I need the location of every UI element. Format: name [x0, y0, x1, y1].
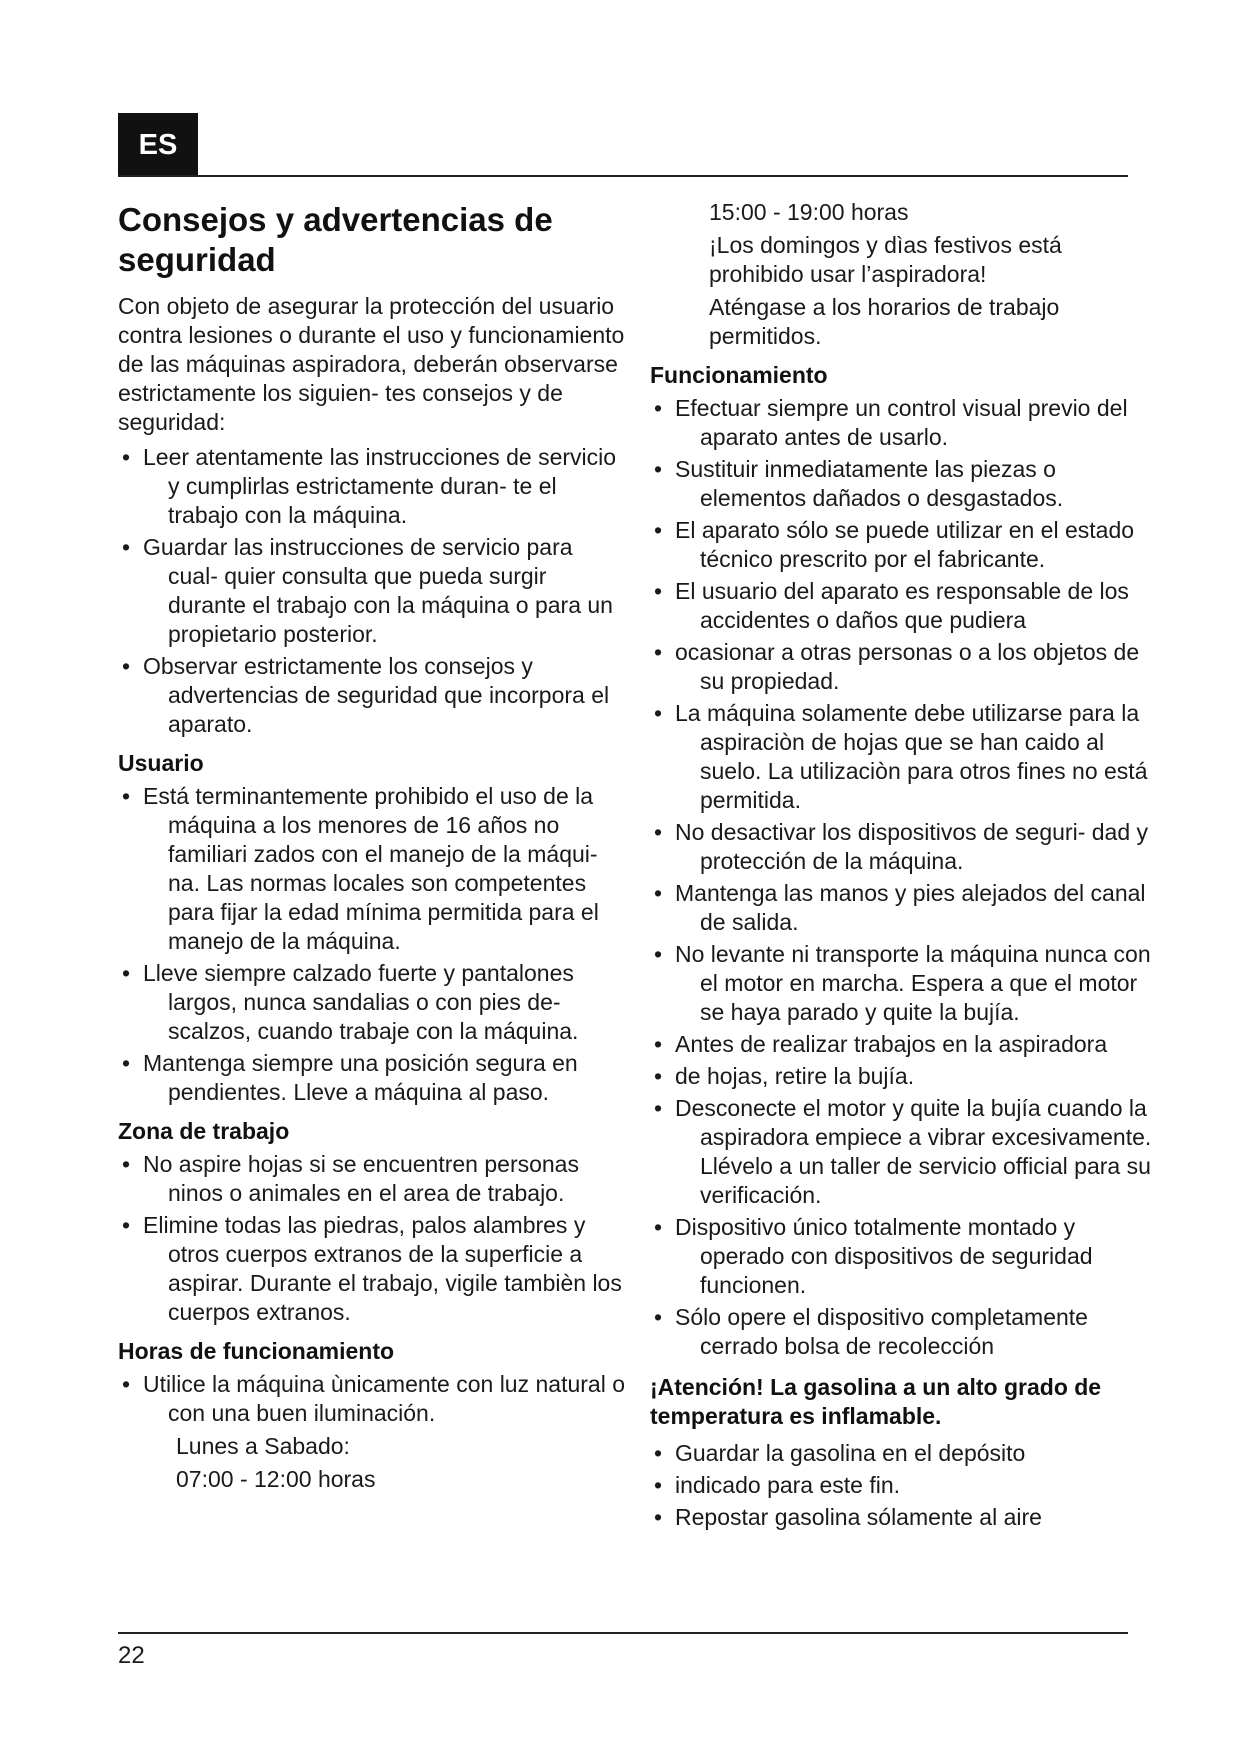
list-item: • El aparato sólo se puede utilizar en el estado técnico prescrito por el fabricante. [650, 516, 1155, 574]
list-item: • Lleve siempre calzado fuerte y pantalones largos, nunca sandalias o con pies de- scalzos, cuando trabaje con la máquina. [118, 959, 628, 1046]
left-column [118, 200, 628, 1494]
right-column [650, 200, 1155, 1535]
section-heading-funcionamiento: Funcionamiento [650, 362, 828, 388]
page-title: Consejos y advertencias de seguridad [118, 201, 553, 278]
list-item: • Mantenga siempre una posición segura en pendientes. Lleve a máquina al paso. [118, 1049, 628, 1107]
zona-list [118, 1150, 628, 1327]
list-item: • Antes de realizar trabajos en la aspiradora [650, 1030, 1155, 1059]
horas-list [118, 1370, 628, 1428]
list-item: • Utilice la máquina ùnicamente con luz natural o con una buen iluminación. [118, 1370, 628, 1428]
page-number: 22 [118, 1642, 145, 1669]
usuario-list [118, 782, 628, 1107]
list-item: • ocasionar a otras personas o a los objetos de su propiedad. [650, 638, 1155, 696]
list-item: • Sustituir inmediatamente las piezas o elementos dañados o desgastados. [650, 455, 1155, 513]
header-rule [118, 175, 1128, 177]
list-item: • Guardar las instrucciones de servicio para cual- quier consulta que pueda surgir durante el trabajo con la máquina o para un propietario posterior. [118, 533, 628, 649]
list-item: • No desactivar los dispositivos de seguri- dad y protección de la máquina. [650, 818, 1155, 876]
list-item: • No levante ni transporte la máquina nunca con el motor en marcha. Espera a que el motor se haya parado y quite la bujía. [650, 940, 1155, 1027]
list-item: • Observar estrictamente los consejos y advertencias de seguridad que incorpora el aparato. [118, 652, 628, 739]
intro-list [118, 443, 628, 739]
intro-paragraph: Con objeto de asegurar la protección del usuario contra lesiones o durante el uso y funcionamiento de las máquinas aspiradora, deberán observarse estrictamente los siguien- tes consejos y de seguridad: [118, 293, 625, 435]
schedule-days: Lunes a Sabado: [176, 1433, 350, 1459]
funcionamiento-list [650, 394, 1155, 1361]
list-item: • Está terminantemente prohibido el uso de la máquina a los menores de 16 años no familiari zados con el manejo de la máqui- na. Las normas locales son competentes para fijar la edad mínima permitida para el manejo de la máquina. [118, 782, 628, 956]
list-item: • No aspire hojas si se encuentren personas ninos o animales en el area de trabajo. [118, 1150, 628, 1208]
list-item: • Dispositivo único totalmente montado y operado con dispositivos de seguridad funcionen. [650, 1213, 1155, 1300]
attention-heading: ¡Atención! La gasolina a un alto grado de temperatura es inflamable. [650, 1374, 1102, 1429]
list-item: • Mantenga las manos y pies alejados del canal de salida. [650, 879, 1155, 937]
hours-notice: Aténgase a los horarios de trabajo permitidos. [709, 294, 1060, 349]
section-heading-horas: Horas de funcionamiento [118, 1338, 395, 1364]
list-item: • Repostar gasolina sólamente al aire [650, 1503, 1155, 1532]
footer-rule [118, 1632, 1128, 1634]
list-item: • Elimine todas las piedras, palos alambres y otros cuerpos extranos de la superficie a aspirar. Durante el trabajo, vigile tambièn los cuerpos extranos. [118, 1211, 628, 1327]
list-item: • Sólo opere el dispositivo completamente cerrado bolsa de recolección [650, 1303, 1155, 1361]
list-item: • La máquina solamente debe utilizarse para la aspiraciòn de hojas que se han caido al suelo. La utilizaciòn para otros fines no está permitida. [650, 699, 1155, 815]
gasolina-list [650, 1439, 1155, 1532]
schedule-morning: 07:00 - 12:00 horas [176, 1466, 376, 1492]
section-heading-usuario: Usuario [118, 750, 204, 776]
list-item: • Guardar la gasolina en el depósito [650, 1439, 1155, 1468]
list-item: • El usuario del aparato es responsable de los accidentes o daños que pudiera [650, 577, 1155, 635]
section-heading-zona: Zona de trabajo [118, 1118, 290, 1144]
list-item: • de hojas, retire la bujía. [650, 1062, 1155, 1091]
list-item: • indicado para este fin. [650, 1471, 1155, 1500]
schedule-afternoon: 15:00 - 19:00 horas [709, 199, 909, 225]
list-item: • Desconecte el motor y quite la bujía cuando la aspiradora empiece a vibrar excesivamente. Llévelo a un taller de servicio official para su verificación. [650, 1094, 1155, 1210]
list-item: • Efectuar siempre un control visual previo del aparato antes de usarlo. [650, 394, 1155, 452]
list-item: • Leer atentamente las instrucciones de servicio y cumplirlas estrictamente duran- te el trabajo con la máquina. [118, 443, 628, 530]
sunday-notice: ¡Los domingos y dìas festivos está prohibido usar l’aspiradora! [709, 232, 1062, 287]
language-badge: ES [118, 113, 198, 177]
